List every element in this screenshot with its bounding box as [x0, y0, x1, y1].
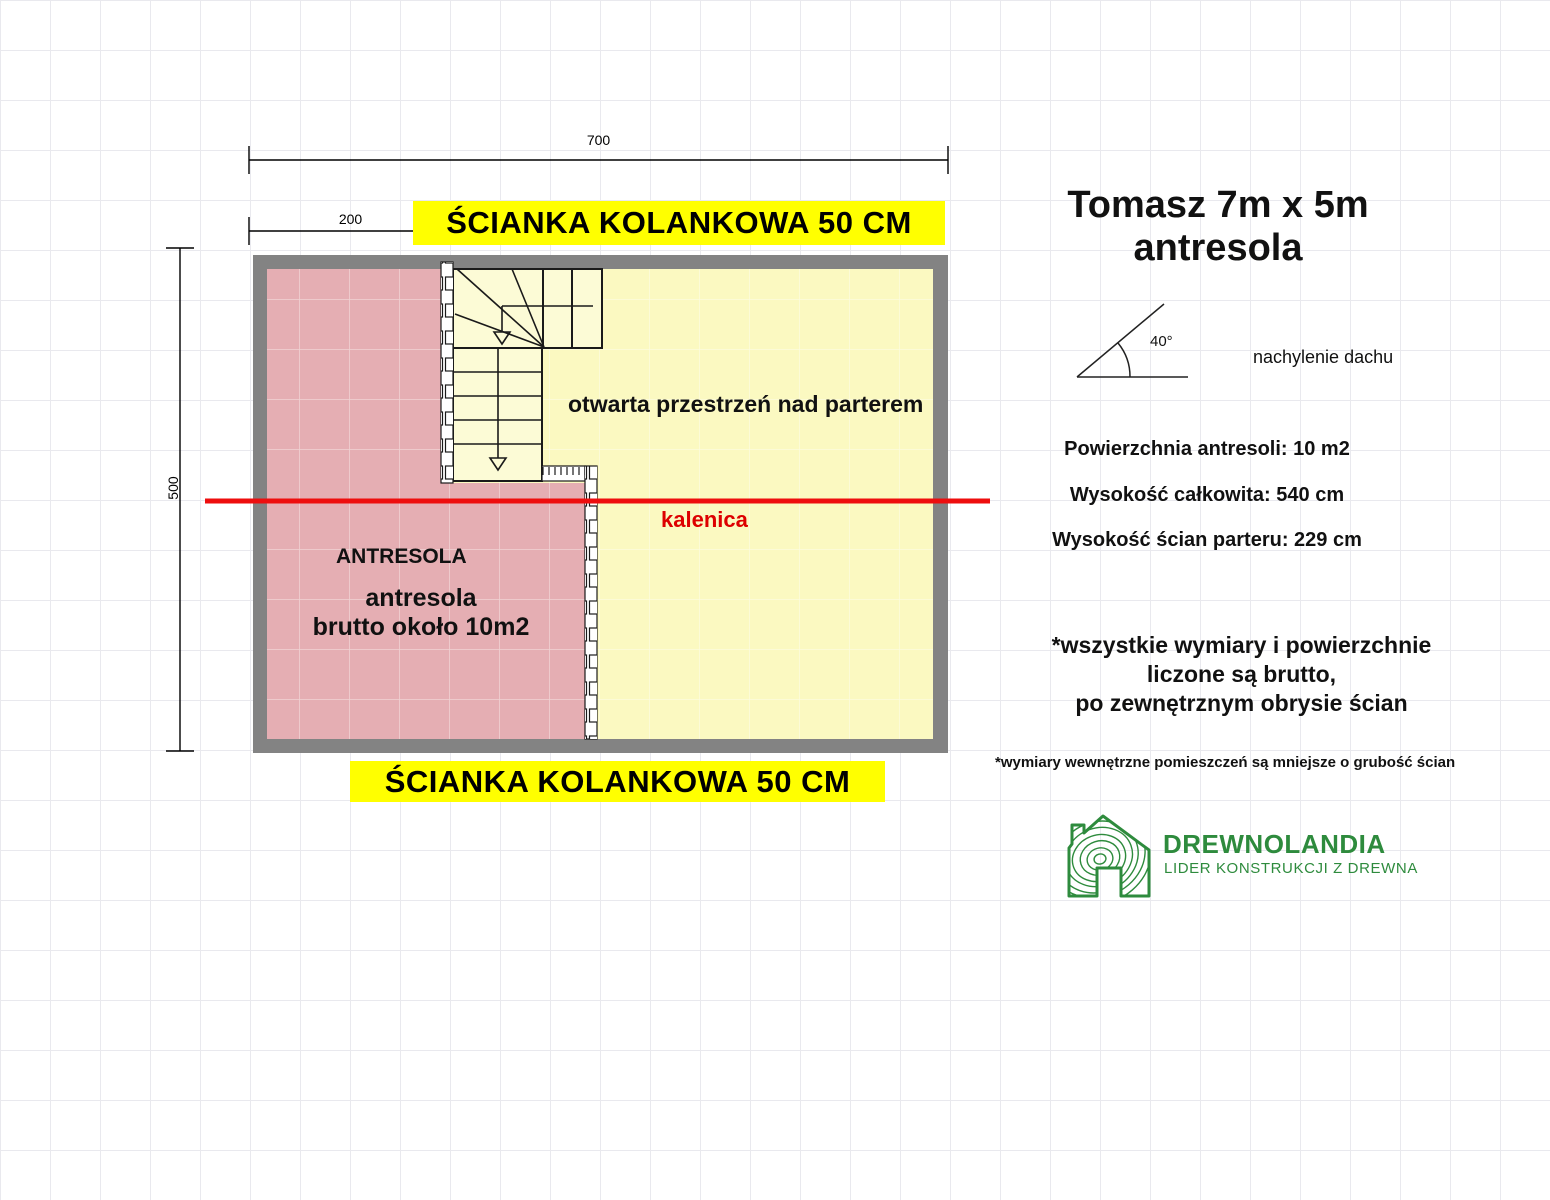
spec-mezzanine-area: Powierzchnia antresoli: 10 m2 [1064, 438, 1350, 460]
dimension-label-700: 700 [586, 132, 611, 148]
knee-wall-label-top: ŚCIANKA KOLANKOWA 50 CM [413, 201, 945, 245]
roof-angle-label: nachylenie dachu [1253, 347, 1394, 367]
open-space-label: otwarta przestrzeń nad parterem [568, 391, 924, 417]
logo-name: DREWNOLANDIA [1163, 829, 1386, 859]
mezzanine-note-line2: brutto około 10m2 [312, 613, 530, 641]
dimension-label-200: 200 [338, 211, 363, 227]
logo-tagline: LIDER KONSTRUKCJI Z DREWNA [1164, 860, 1418, 877]
gross-dimensions-note [1031, 631, 1452, 718]
sheet-title-line1: Tomasz 7m x 5m [1067, 184, 1369, 226]
spec-total-height: Wysokość całkowita: 540 cm [1069, 484, 1345, 506]
knee-wall-label-bottom: ŚCIANKA KOLANKOWA 50 CM [350, 761, 885, 802]
mezzanine-railing-right [585, 466, 597, 739]
note-line2: liczone są brutto, [1146, 661, 1337, 687]
wood-rings [1028, 791, 1166, 921]
mezzanine-note-line1: antresola [365, 584, 477, 612]
roof-angle-value: 40° [1150, 333, 1173, 350]
spec-ground-wall-height: Wysokość ścian parteru: 229 cm [1052, 529, 1362, 551]
note-line3: po zewnętrznym obrysie ścian [1075, 690, 1408, 716]
logo-house-icon [1028, 791, 1166, 921]
mezzanine-note [296, 584, 546, 642]
note-line1: *wszystkie wymiary i powierzchnie [1051, 632, 1432, 658]
sheet-title [1052, 184, 1384, 270]
sheet-title-line2: antresola [1133, 227, 1303, 269]
interior-dimensions-footnote: *wymiary wewnętrzne pomieszczeń są mniejsze o grubość ścian [995, 754, 1456, 771]
dimension-label-500: 500 [165, 476, 181, 500]
mezzanine-caption: ANTRESOLA [336, 545, 467, 568]
railing-comb [542, 466, 585, 481]
stair-railing-left [441, 262, 453, 483]
ridge-label: kalenica [661, 507, 748, 532]
